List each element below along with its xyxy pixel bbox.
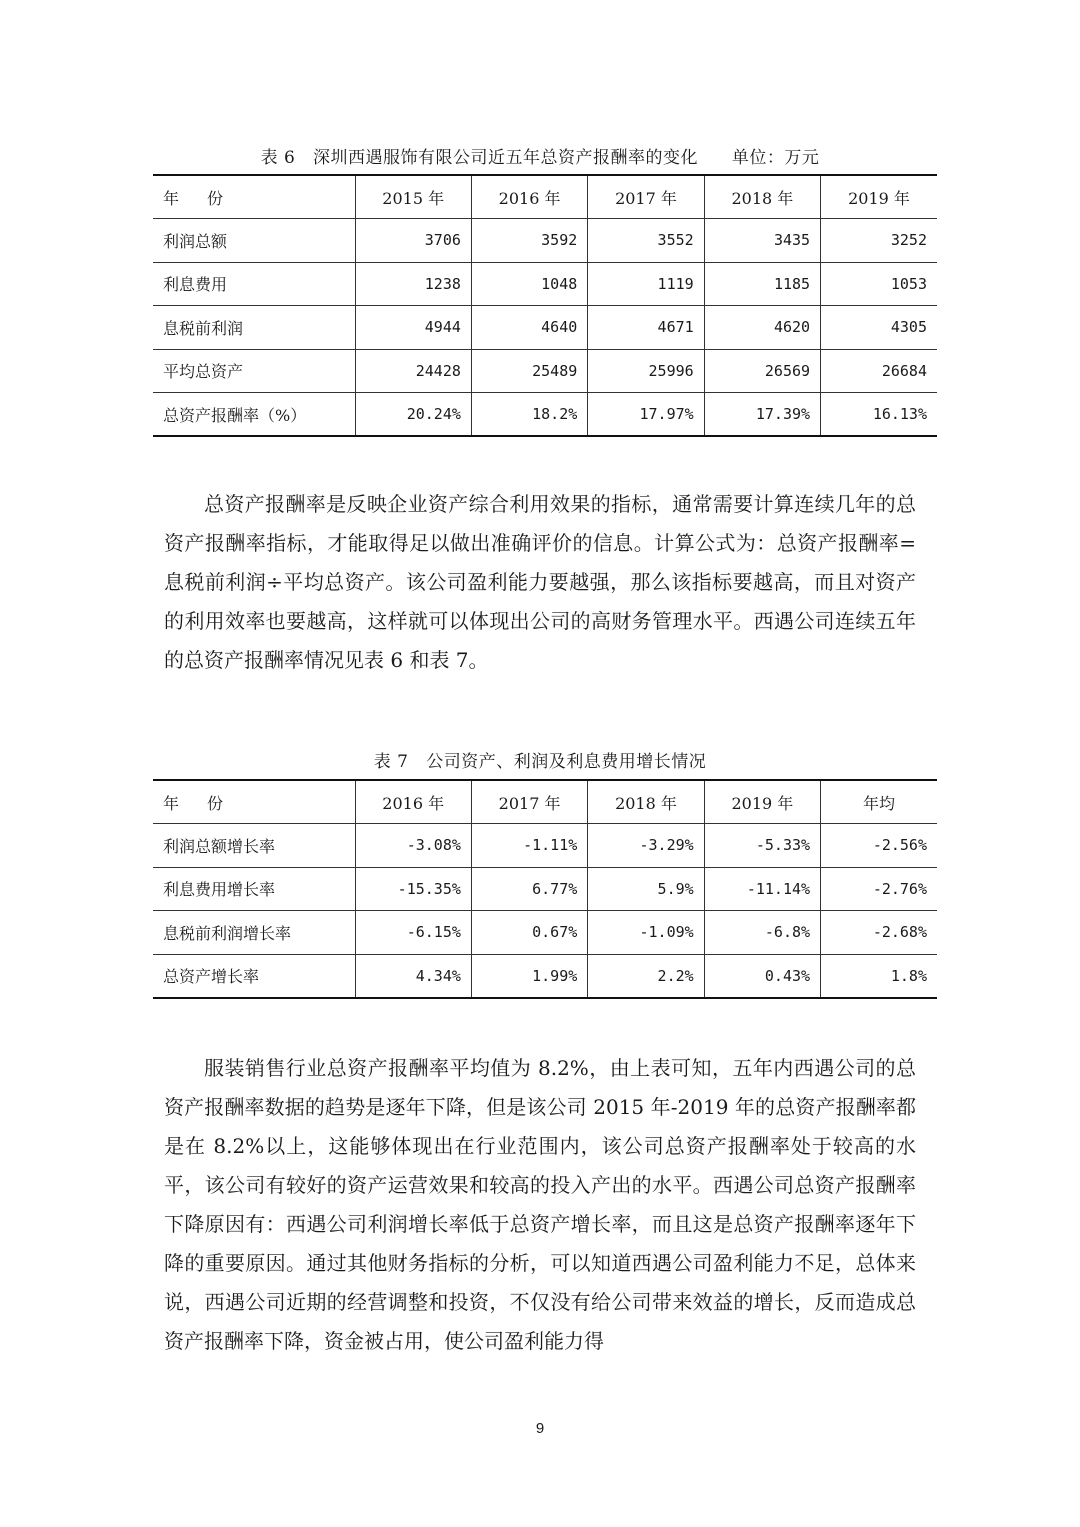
row-label: 利润总额: [153, 219, 355, 263]
header-cell: 年均: [821, 780, 937, 824]
table-cell: 1.8%: [821, 954, 937, 998]
table-row: [153, 349, 937, 393]
table-cell: 1053: [821, 262, 937, 306]
table-cell: 0.43%: [704, 954, 820, 998]
table-row: [153, 219, 937, 263]
table-cell: -15.35%: [355, 867, 471, 911]
table-cell: 1.99%: [471, 954, 587, 998]
table-cell: -2.56%: [821, 824, 937, 868]
table7-caption-label: 表 7: [373, 752, 409, 772]
table6: [153, 174, 937, 437]
table-cell: -1.11%: [471, 824, 587, 868]
table-cell: 3592: [471, 219, 587, 263]
table-row: [153, 867, 937, 911]
table6-caption-label: 表 6: [260, 148, 296, 168]
table-cell: 1185: [704, 262, 820, 306]
table-header-row: [153, 780, 937, 824]
table6-caption-unit: 单位：万元: [731, 148, 820, 168]
table-row: [153, 306, 937, 350]
table-cell: 0.67%: [471, 911, 587, 955]
table-cell: -5.33%: [704, 824, 820, 868]
row-label: 利息费用增长率: [153, 867, 355, 911]
table-cell: 2.2%: [588, 954, 704, 998]
table-cell: 3706: [355, 219, 471, 263]
table-cell: -3.29%: [588, 824, 704, 868]
header-cell: 2015 年: [355, 175, 471, 219]
table-cell: 1119: [588, 262, 704, 306]
table-cell: 17.39%: [704, 393, 820, 437]
table-row: [153, 262, 937, 306]
header-cell: 2018 年: [588, 780, 704, 824]
table-cell: -6.8%: [704, 911, 820, 955]
table6-caption-title: 深圳西遇服饰有限公司近五年总资产报酬率的变化: [313, 148, 699, 168]
header-cell: 2017 年: [471, 780, 587, 824]
table-header-row: [153, 175, 937, 219]
table6-caption: [0, 143, 1080, 168]
row-label: 息税前利润: [153, 306, 355, 350]
table-cell: 1048: [471, 262, 587, 306]
paragraph-2: 服装销售行业总资产报酬率平均值为 8.2%，由上表可知，五年内西遇公司的总资产报酬率数据的趋势是逐年下降，但是该公司 2015 年-2019 年的总资产报酬率都是在 8.2%以上，这能够体现出在行业范围内，该公司总资产报酬率处于较高的水平，该公司有较好的资产运营效果和较高的投入产出的水平。西遇公司总资产报酬率下降原因有：西遇公司利润增长率低于总资产增长率，而且这是总资产报酬率逐年下降的重要原因。通过其他财务指标的分析，可以知道西遇公司盈利能力不足，总体来说，西遇公司近期的经营调整和投资，不仅没有给公司带来效益的增长，反而造成总资产报酬率下降，资金被占用，使公司盈利能力得: [164, 1056, 916, 1353]
table-cell: -2.68%: [821, 911, 937, 955]
table-cell: 25489: [471, 349, 587, 393]
table-cell: -1.09%: [588, 911, 704, 955]
table-cell: 6.77%: [471, 867, 587, 911]
header-cell: 2019 年: [821, 175, 937, 219]
table-cell: 16.13%: [821, 393, 937, 437]
table-row: [153, 393, 937, 437]
table-cell: -3.08%: [355, 824, 471, 868]
row-label: 平均总资产: [153, 349, 355, 393]
table-cell: 24428: [355, 349, 471, 393]
row-label: 总资产增长率: [153, 954, 355, 998]
table-cell: 3252: [821, 219, 937, 263]
table-cell: 26569: [704, 349, 820, 393]
table-cell: 5.9%: [588, 867, 704, 911]
table-cell: 20.24%: [355, 393, 471, 437]
header-cell: 2019 年: [704, 780, 820, 824]
table-cell: 4671: [588, 306, 704, 350]
header-cell: 年份: [153, 780, 355, 824]
header-cell: 年份: [153, 175, 355, 219]
table-row: [153, 824, 937, 868]
table-cell: 17.97%: [588, 393, 704, 437]
row-label: 利润总额增长率: [153, 824, 355, 868]
table-row: [153, 954, 937, 998]
row-label: 息税前利润增长率: [153, 911, 355, 955]
table-cell: -11.14%: [704, 867, 820, 911]
row-label: 利息费用: [153, 262, 355, 306]
header-cell: 2018 年: [704, 175, 820, 219]
table-cell: -6.15%: [355, 911, 471, 955]
table7-caption: [0, 747, 1080, 772]
table-row: [153, 911, 937, 955]
row-label: 总资产报酬率（%）: [153, 393, 355, 437]
page-number: 9: [535, 1420, 545, 1437]
table-cell: 4305: [821, 306, 937, 350]
table7: [153, 779, 937, 999]
table-cell: 4.34%: [355, 954, 471, 998]
header-cell: 2017 年: [588, 175, 704, 219]
paragraph-1: 总资产报酬率是反映企业资产综合利用效果的指标，通常需要计算连续几年的总资产报酬率指标，才能取得足以做出准确评价的信息。计算公式为：总资产报酬率=息税前利润÷平均总资产。该公司盈利能力要越强，那么该指标要越高，而且对资产的利用效率也要越高，这样就可以体现出公司的高财务管理水平。西遇公司连续五年的总资产报酬率情况见表 6 和表 7。: [164, 492, 916, 672]
table-cell: 3435: [704, 219, 820, 263]
table-cell: 18.2%: [471, 393, 587, 437]
table-cell: 25996: [588, 349, 704, 393]
table-cell: 1238: [355, 262, 471, 306]
header-cell: 2016 年: [471, 175, 587, 219]
table-cell: -2.76%: [821, 867, 937, 911]
table-cell: 4944: [355, 306, 471, 350]
table-cell: 4620: [704, 306, 820, 350]
header-cell: 2016 年: [355, 780, 471, 824]
table-cell: 26684: [821, 349, 937, 393]
table7-caption-title: 公司资产、利润及利息费用增长情况: [426, 752, 707, 772]
table-cell: 3552: [588, 219, 704, 263]
table-cell: 4640: [471, 306, 587, 350]
